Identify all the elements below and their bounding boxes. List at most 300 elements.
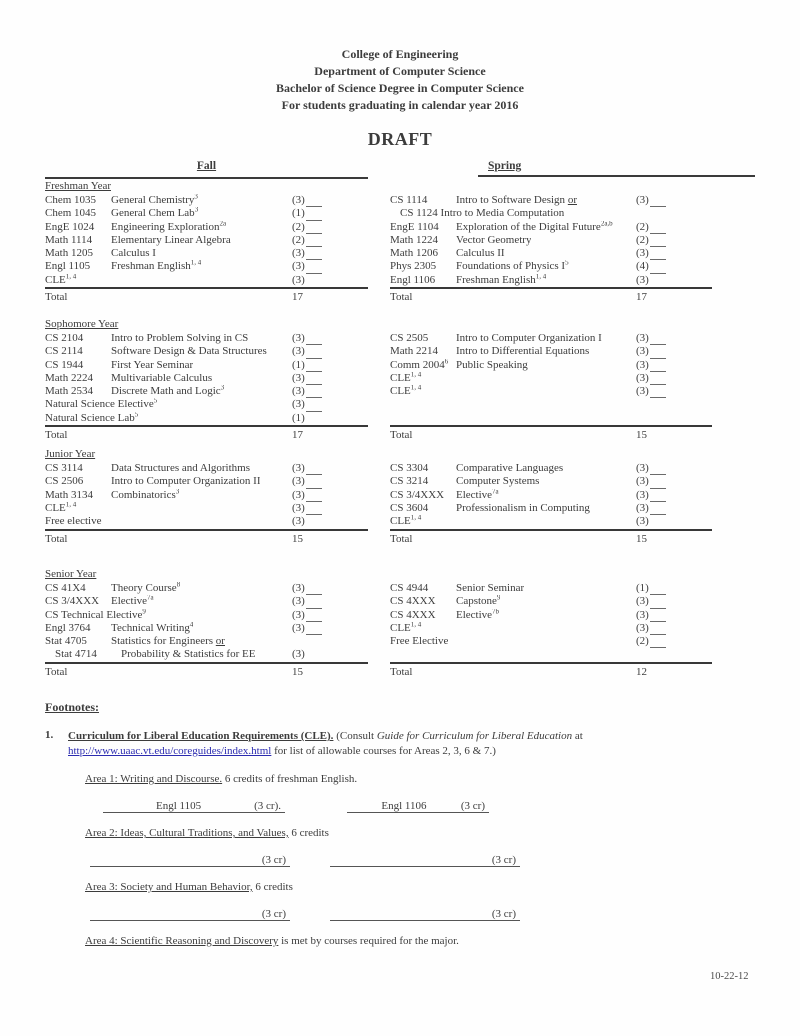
course-row	[45, 635, 368, 648]
credit-hours	[292, 622, 368, 635]
course-name-cell	[390, 359, 636, 372]
course-name-cell	[390, 194, 636, 207]
course-name-cell	[45, 489, 292, 502]
credit-value: (3)	[292, 475, 305, 488]
cle-course-label: Engl 1106	[381, 800, 427, 812]
spring-column-label: Spring	[488, 160, 522, 172]
credit-value: (3)	[292, 273, 305, 286]
cle-fill-in-line	[90, 854, 290, 867]
course-name-cell	[45, 260, 292, 273]
credit-value: (3)	[636, 475, 649, 488]
credit-value: (3)	[636, 515, 649, 528]
footnotes-section	[45, 700, 757, 949]
fall-column-label: Fall	[196, 160, 217, 172]
course-name-cell	[45, 622, 292, 635]
fill-in-blank	[306, 223, 322, 234]
course-code: Engl 1106	[390, 273, 436, 286]
cle-area-credits-text: 6 credits of freshman English.	[222, 773, 358, 785]
course-name-cell	[45, 345, 292, 358]
course-code: Stat 4714	[55, 648, 97, 661]
course-code: CS 4944	[390, 582, 429, 594]
footnote-after-link: for list of allowable courses for Areas 2, 3, 6 & 7.)	[271, 745, 496, 757]
fill-in-blank	[650, 464, 666, 475]
credit-value: (3)	[636, 608, 649, 621]
spring-column-header	[478, 160, 755, 177]
footnote-title: Curriculum for Liberal Education Requirements (CLE).	[68, 730, 334, 742]
cle-credit-label: (3 cr)	[491, 908, 516, 920]
credit-hours	[292, 345, 368, 358]
fill-in-blank	[650, 236, 666, 247]
cle-course-label	[90, 908, 262, 920]
fill-in-blank	[650, 387, 666, 398]
course-row	[45, 475, 368, 488]
credit-hours	[636, 359, 712, 372]
course-name-cell	[45, 462, 292, 475]
total-label: Total	[45, 429, 68, 442]
fill-in-blank	[306, 611, 322, 622]
course-row	[45, 609, 368, 622]
cle-area-credits-text: 6 credits	[288, 827, 329, 839]
footnote-items	[45, 729, 757, 759]
course-title: Multivariable Calculus	[111, 371, 213, 384]
footnote-marker: 7b	[492, 608, 500, 615]
course-row	[390, 609, 712, 622]
revision-date: 10-22-12	[710, 971, 749, 982]
year-heading	[390, 318, 712, 332]
total-label: Total	[390, 429, 413, 442]
footnote-marker: 1, 4	[65, 501, 77, 509]
course-title: Senior Seminar	[456, 582, 525, 594]
course-name-cell	[390, 234, 636, 247]
course-name-cell	[45, 412, 292, 425]
credit-hours	[636, 595, 712, 608]
credit-value: (3)	[292, 582, 305, 594]
draft-watermark: DRAFT	[367, 129, 433, 149]
course-code: CS 1114	[390, 194, 428, 206]
course-code: CS 3604	[390, 501, 429, 514]
credit-value: (3)	[292, 345, 305, 358]
fill-in-blank	[650, 611, 666, 622]
fill-in-blank	[650, 624, 666, 635]
footnotes-heading: Footnotes:	[45, 700, 99, 714]
course-name-cell	[45, 234, 292, 247]
header-line: Bachelor of Science Degree in Computer Science	[276, 81, 524, 95]
course-name-cell	[45, 609, 292, 622]
course-row	[390, 234, 712, 247]
credit-value: (3)	[292, 515, 305, 528]
credit-hours	[292, 332, 368, 345]
footnote-marker: 7a	[492, 488, 499, 495]
credit-value: (3)	[292, 371, 305, 384]
footnote-marker: 6	[444, 358, 449, 365]
credit-hours	[292, 489, 368, 502]
course-rows	[45, 582, 368, 662]
credit-value: (2)	[636, 220, 649, 233]
course-title: CS 1124 Intro to Media Computation	[400, 207, 565, 220]
course-code: CS 3304	[390, 462, 429, 474]
course-row	[45, 515, 368, 528]
credit-hours	[292, 274, 368, 287]
year-heading: Freshman Year	[45, 180, 111, 192]
fill-in-blank	[650, 491, 666, 502]
course-name-cell	[390, 260, 636, 273]
total-credits: 17	[636, 291, 647, 304]
fill-in-blank	[306, 249, 322, 260]
course-row	[45, 582, 368, 595]
cle-area-name: Area 3: Society and Human Behavior,	[85, 881, 253, 893]
footnote-number: 1.	[45, 729, 54, 741]
credit-hours	[292, 194, 368, 207]
course-code: Engl 1105	[45, 260, 91, 273]
credit-value: (3)	[636, 371, 649, 384]
course-row	[45, 595, 368, 608]
fill-in-blank	[306, 387, 322, 398]
course-title: Intro to Problem Solving in CS	[111, 332, 249, 344]
course-code: Math 1206	[390, 247, 438, 260]
course-title: Freshman English$^{1, 4}$	[111, 260, 202, 273]
fill-in-blank	[306, 196, 322, 207]
semester-total-row	[390, 529, 712, 547]
course-title: Intro to Differential Equations	[456, 345, 590, 358]
credit-hours	[636, 221, 712, 234]
course-name-cell	[45, 515, 292, 528]
course-code: Math 1114	[45, 233, 93, 246]
course-name-cell	[390, 582, 636, 595]
semester-total-row	[45, 287, 368, 305]
credit-hours	[636, 345, 712, 358]
credit-hours	[636, 635, 712, 648]
year-heading: Sophomore Year	[45, 318, 119, 330]
course-row	[390, 359, 712, 372]
credit-hours	[292, 221, 368, 234]
course-title: Vector Geometry	[456, 233, 532, 246]
course-code: Math 2534	[45, 385, 93, 398]
credit-hours	[292, 502, 368, 515]
credit-hours	[292, 609, 368, 622]
course-code: EngE 1104	[390, 220, 439, 233]
cle-fill-in-line	[90, 908, 290, 921]
course-row	[390, 622, 712, 635]
course-row	[45, 385, 368, 398]
footnote-marker: 9	[142, 608, 146, 615]
course-title: Public Speaking	[456, 358, 528, 371]
fill-in-blank	[650, 374, 666, 385]
course-row	[390, 385, 712, 398]
course-name-cell	[390, 385, 636, 398]
fill-in-blank	[650, 249, 666, 260]
credit-value: (3)	[292, 488, 305, 501]
footnote-marker: 5	[134, 411, 139, 419]
semester-total-row	[390, 662, 712, 680]
credit-value: (3)	[292, 247, 305, 260]
credit-value: (3)	[292, 398, 305, 411]
course-title: General Chemistry$^3$	[111, 194, 198, 206]
fill-in-blank	[306, 491, 322, 502]
course-name-cell	[390, 372, 636, 385]
course-code: CS 2104	[45, 332, 84, 344]
course-name-cell	[45, 332, 292, 345]
cle-fill-in-line	[330, 908, 520, 921]
fill-in-blank	[306, 478, 322, 489]
course-title: Exploration of the Digital Future$^{2a,b}$	[456, 220, 613, 233]
credit-value: (4)	[636, 260, 649, 273]
course-code: Math 2214	[390, 345, 438, 358]
total-label: Total	[390, 532, 413, 545]
credit-value: (2)	[292, 220, 305, 233]
footnote-marker: 1, 4	[410, 621, 422, 629]
course-title: Technical Writing$^4$	[111, 621, 194, 634]
total-credits: 15	[292, 532, 303, 545]
fill-in-blank	[306, 624, 322, 635]
credit-hours	[292, 412, 368, 425]
cle-area-heading	[85, 772, 757, 787]
course-code: Math 3134	[45, 488, 93, 501]
course-rows	[390, 582, 712, 662]
course-code: Chem 1035	[45, 194, 97, 206]
cle-area-credits-text: is met by courses required for the major.	[278, 935, 459, 947]
footnote-marker: 1, 4	[535, 273, 547, 281]
course-title: Elective$^{7a}$	[456, 488, 499, 501]
total-label: Total	[45, 532, 68, 545]
course-title: Theory Course$^8$	[111, 582, 181, 594]
course-name-cell	[45, 502, 292, 515]
footnote-marker: 2a	[219, 220, 227, 227]
course-title: Probability & Statistics for EE	[121, 648, 256, 661]
credit-value: (3)	[636, 332, 649, 344]
course-code: CS 4XXX	[390, 608, 436, 621]
course-row	[45, 345, 368, 358]
cle-course-label: Engl 1105	[156, 800, 202, 812]
total-credits: 15	[636, 532, 647, 545]
course-title: Freshman English$^{1, 4}$	[456, 273, 547, 286]
course-row	[45, 194, 368, 207]
credit-value: (3)	[636, 501, 649, 514]
course-title: Elective$^{7a}$	[111, 595, 154, 608]
course-name-cell	[45, 207, 292, 220]
course-rows	[45, 194, 368, 287]
header-line: Department of Computer Science	[314, 64, 486, 78]
year-heading	[390, 180, 712, 194]
footnote-marker: 5	[153, 398, 158, 405]
cle-area-credits-text: 6 credits	[252, 881, 293, 893]
course-code: CLE$^{1, 4}$	[45, 273, 77, 286]
cle-guide-link[interactable]: http://www.uaac.vt.edu/coreguides/index.html	[68, 745, 272, 757]
cle-area-name: Area 1: Writing and Discourse.	[85, 773, 223, 785]
footnote-item	[45, 729, 757, 759]
course-code: CS Technical Elective$^9$	[45, 608, 146, 621]
fill-in-blank	[306, 464, 322, 475]
course-row	[390, 332, 712, 345]
cle-credit-label: (3 cr).	[254, 800, 281, 812]
total-label: Total	[390, 291, 413, 304]
freshman-spring-block	[390, 180, 712, 305]
cle-area	[85, 880, 757, 921]
course-code: CS 3214	[390, 475, 429, 488]
credit-hours	[292, 247, 368, 260]
course-row	[45, 274, 368, 287]
course-name-cell	[45, 385, 292, 398]
junior-spring-block	[390, 448, 712, 547]
credit-hours	[636, 194, 712, 207]
cle-course-label	[330, 854, 492, 866]
course-name-cell	[390, 489, 636, 502]
fill-in-blank	[306, 598, 322, 609]
credit-value: (3)	[636, 488, 649, 501]
credit-value: (1)	[292, 358, 305, 371]
credit-hours	[636, 609, 712, 622]
fill-in-blank	[650, 584, 666, 595]
course-row	[390, 274, 712, 287]
footnote-pre-text: (Consult	[333, 730, 377, 742]
course-title: Statistics for Engineers or	[111, 635, 225, 648]
credit-hours	[636, 234, 712, 247]
credit-hours	[636, 274, 712, 287]
course-code: CS 2506	[45, 475, 84, 488]
credit-value: (3)	[636, 358, 649, 371]
course-title: Capstone$^9$	[456, 595, 501, 608]
senior-fall-block	[45, 568, 368, 680]
credit-hours	[636, 489, 712, 502]
credit-hours	[636, 247, 712, 260]
footnote-marker: 7a	[147, 595, 154, 602]
credit-value: (3)	[636, 595, 649, 608]
credit-hours	[292, 582, 368, 595]
credit-value: (3)	[636, 273, 649, 286]
course-name-cell	[390, 274, 636, 287]
credit-value: (1)	[292, 411, 305, 424]
fill-in-blank	[306, 210, 322, 221]
cle-fill-in-line	[330, 854, 520, 867]
course-name-cell	[45, 194, 292, 207]
course-code: CS 2505	[390, 332, 429, 344]
fill-in-blank	[650, 598, 666, 609]
cle-area-heading	[85, 880, 757, 895]
total-label: Total	[45, 291, 68, 304]
cle-fill-in-line	[347, 800, 489, 813]
footnote-marker: 1, 4	[65, 273, 77, 281]
course-code: Math 1224	[390, 233, 438, 246]
credit-value: (2)	[636, 233, 649, 246]
footnote-post-text: at	[572, 730, 583, 742]
semester-total-row	[45, 529, 368, 547]
cle-credit-label: (3 cr)	[460, 800, 485, 812]
fill-in-blank	[650, 348, 666, 359]
course-row	[45, 234, 368, 247]
credit-value: (3)	[292, 332, 305, 344]
credit-value: (3)	[292, 194, 305, 206]
footnote-marker: 3	[194, 194, 198, 201]
footnote-marker: 1, 4	[190, 260, 202, 267]
course-name-cell	[390, 502, 636, 515]
course-code: CS 1944	[45, 358, 84, 371]
total-credits: 15	[292, 665, 303, 678]
cle-credit-label: (3 cr)	[261, 854, 286, 866]
credit-value: (3)	[292, 501, 305, 514]
course-row	[390, 247, 712, 260]
course-row	[45, 372, 368, 385]
credit-value: (3)	[292, 608, 305, 621]
credit-hours	[636, 260, 712, 273]
footnote-marker: 3	[220, 385, 225, 392]
credit-value: (3)	[636, 385, 649, 398]
course-code: Engl 3764	[45, 621, 91, 634]
course-rows	[390, 462, 712, 529]
course-row	[45, 489, 368, 502]
course-row	[45, 648, 368, 661]
course-name-cell	[390, 345, 636, 358]
course-row	[390, 635, 712, 648]
course-name-cell	[390, 462, 636, 475]
course-row	[390, 194, 712, 207]
course-code: Free Elective	[390, 635, 449, 648]
year-heading	[390, 448, 712, 462]
fill-in-blank	[650, 223, 666, 234]
course-row	[45, 221, 368, 234]
course-row	[390, 489, 712, 502]
credit-hours	[636, 462, 712, 475]
credit-value: (3)	[636, 462, 649, 474]
course-name-cell	[45, 372, 292, 385]
course-row	[45, 207, 368, 220]
credit-value: (3)	[292, 385, 305, 398]
course-code: Natural Science Elective$^5$	[45, 398, 158, 411]
course-code: Natural Science Lab$^5$	[45, 411, 139, 424]
course-row	[45, 398, 368, 411]
credit-value: (1)	[636, 582, 649, 594]
course-row	[45, 412, 368, 425]
course-name-cell	[45, 359, 292, 372]
course-code: CLE$^{1, 4}$	[390, 385, 422, 398]
fill-in-blank	[306, 263, 322, 274]
course-code: CS 4XXX	[390, 595, 436, 608]
course-code: Free elective	[45, 515, 102, 528]
fill-in-blank	[306, 504, 322, 515]
course-code: EngE 1024	[45, 220, 95, 233]
total-credits: 17	[292, 429, 303, 442]
credit-hours	[292, 398, 368, 411]
course-name-cell	[45, 247, 292, 260]
course-code: Comm 2004$^6$	[390, 358, 449, 371]
credit-value: (3)	[292, 462, 305, 474]
fill-in-blank	[650, 334, 666, 345]
course-name-cell	[45, 582, 292, 595]
credit-hours	[292, 372, 368, 385]
credit-value: (3)	[292, 648, 305, 661]
course-code: Phys 2305	[390, 260, 437, 273]
credit-hours	[636, 502, 712, 515]
document-header	[0, 46, 800, 114]
guide-title: Guide for Curriculum for Liberal Education	[376, 730, 573, 742]
course-name-cell	[45, 475, 292, 488]
footnote-marker: 2a,b	[600, 220, 613, 227]
cle-area-heading	[85, 934, 757, 949]
course-row	[390, 462, 712, 475]
credit-hours	[292, 234, 368, 247]
footnote-marker: 3	[194, 207, 199, 214]
course-code: CLE$^{1, 4}$	[390, 515, 422, 528]
course-title: Data Structures and Algorithms	[111, 462, 251, 474]
credit-hours	[292, 385, 368, 398]
semester-total-row	[45, 662, 368, 680]
course-row	[390, 502, 712, 515]
course-row	[390, 372, 712, 385]
fill-in-blank	[650, 361, 666, 372]
course-title: Computer Systems	[456, 475, 540, 488]
fill-in-blank	[306, 374, 322, 385]
course-rows	[390, 332, 712, 425]
fill-in-blank	[650, 504, 666, 515]
credit-value: (3)	[292, 595, 305, 608]
